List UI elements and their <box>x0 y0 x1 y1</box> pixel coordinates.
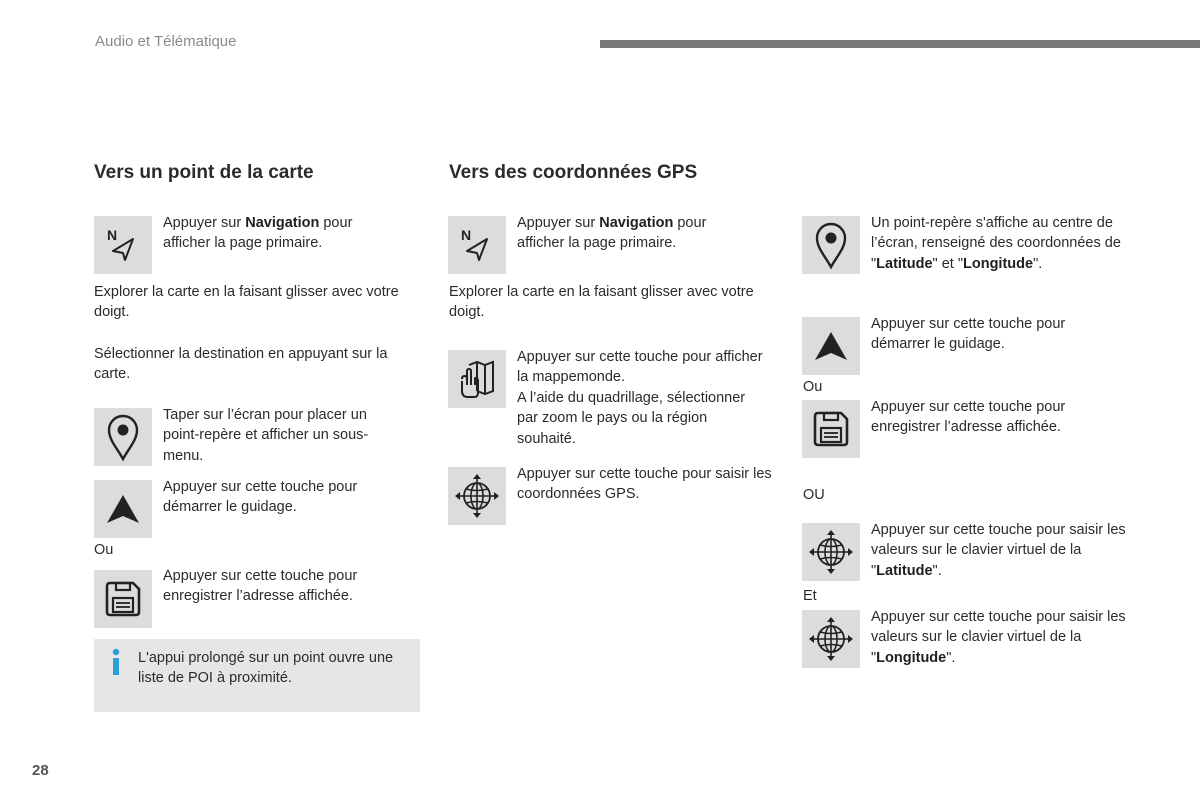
explore-text: Explorer la carte en la faisant glisser avec votre doigt. <box>449 284 754 321</box>
or-label: Ou <box>803 379 823 395</box>
save-address-text: Appuyer sur cette touche pour enregistrer l’adresse affichée. <box>163 568 358 605</box>
and-label: Et <box>803 588 817 604</box>
save-address-text: Appuyer sur cette touche pour enregistrer l’adresse affichée. <box>871 399 1066 436</box>
heading-gps-coords: Vers des coordonnées GPS <box>449 162 698 183</box>
start-guidance-text: Appuyer sur cette touche pour démarrer le guidage. <box>163 479 358 516</box>
nav-instruction: Appuyer sur Navigation pour afficher la page primaire. <box>517 215 707 252</box>
save-disk-icon[interactable] <box>802 400 860 458</box>
globe-arrows-icon[interactable] <box>448 467 506 525</box>
guidance-arrow-icon[interactable] <box>802 317 860 375</box>
latitude-text: Appuyer sur cette touche pour saisir les valeurs sur le clavier virtuel de la "Latitude". <box>871 522 1126 579</box>
heading-map-point: Vers un point de la carte <box>94 162 314 183</box>
svg-text:N: N <box>107 227 118 243</box>
map-pin-icon[interactable] <box>802 216 860 274</box>
page-number: 28 <box>32 762 49 779</box>
select-destination-text: Sélectionner la destination en appuyant sur la carte. <box>94 346 388 383</box>
section-title: Audio et Télématique <box>95 33 237 50</box>
globe-arrows-icon[interactable] <box>802 610 860 668</box>
or-label: Ou <box>94 542 114 558</box>
start-guidance-text: Appuyer sur cette touche pour démarrer le guidage. <box>871 316 1066 353</box>
info-text: L'appui prolongé sur un point ouvre une liste de POI à proximité. <box>138 650 394 687</box>
globe-arrows-icon[interactable] <box>802 523 860 581</box>
save-disk-icon[interactable] <box>94 570 152 628</box>
world-map-text: Appuyer sur cette touche pour afficher la mappemonde. A l’aide du quadrillage, sélectionner par zoom le pays ou la région souhaité. <box>517 349 763 447</box>
world-map-hand-icon[interactable] <box>448 350 506 408</box>
map-pin-icon[interactable] <box>94 408 152 466</box>
navigation-icon[interactable] <box>448 216 506 274</box>
guidance-arrow-icon[interactable] <box>94 480 152 538</box>
or-caps-label: OU <box>803 487 825 503</box>
gps-coords-text: Appuyer sur cette touche pour saisir les coordonnées GPS. <box>517 466 772 503</box>
svg-text:N: N <box>461 227 472 243</box>
nav-instruction: Appuyer sur Navigation pour afficher la page primaire. <box>163 215 353 252</box>
explore-text: Explorer la carte en la faisant glisser avec votre doigt. <box>94 284 399 321</box>
longitude-text: Appuyer sur cette touche pour saisir les valeurs sur le clavier virtuel de la "Longitude". <box>871 609 1126 666</box>
marker-text: Un point-repère s'affiche au centre de l’écran, renseigné des coordonnées de "Latitude" et "Longitude". <box>871 215 1121 272</box>
navigation-icon[interactable] <box>94 216 152 274</box>
info-icon <box>110 648 122 676</box>
header-rule <box>600 40 1200 48</box>
tap-screen-text: Taper sur l’écran pour placer un point-repère et afficher un sous-menu. <box>163 407 369 464</box>
